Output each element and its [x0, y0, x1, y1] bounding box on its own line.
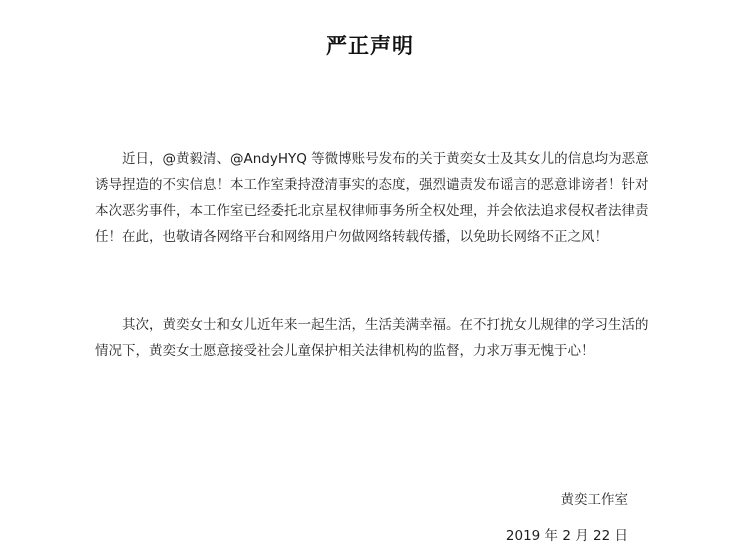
paragraph-text: 其次，黄奕女士和女儿近年来一起生活，生活美满幸福。在不打扰女儿规律的学习生活的情况下，黄奕女士愿意接受社会儿童保护相关法律机构的监督，力求万事无愧于心！ [95, 317, 649, 359]
statement-paragraph-1 [95, 146, 655, 250]
paragraph-text: 近日，@黄毅清、@AndyHYQ 等微博账号发布的关于黄奕女士及其女儿的信息均为恶意诱导捏造的不实信息！本工作室秉持澄清事实的态度，强烈谴责发布谣言的恶意诽谤者！针对本次恶劣事件，本工作室已经委托北京星权律师事务所全权处理，并会依法追求侵权者法律责任！在此，也敬请各网络平台和网络用户勿做网络转载传播，以免助长网络不正之风！ [95, 151, 649, 245]
statement-date: 2019 年 2 月 22 日 [505, 528, 628, 544]
studio-signature: 黄奕工作室 [560, 492, 628, 508]
statement-paragraph-2 [95, 312, 655, 364]
statement-title: 严正声明 [326, 34, 414, 58]
